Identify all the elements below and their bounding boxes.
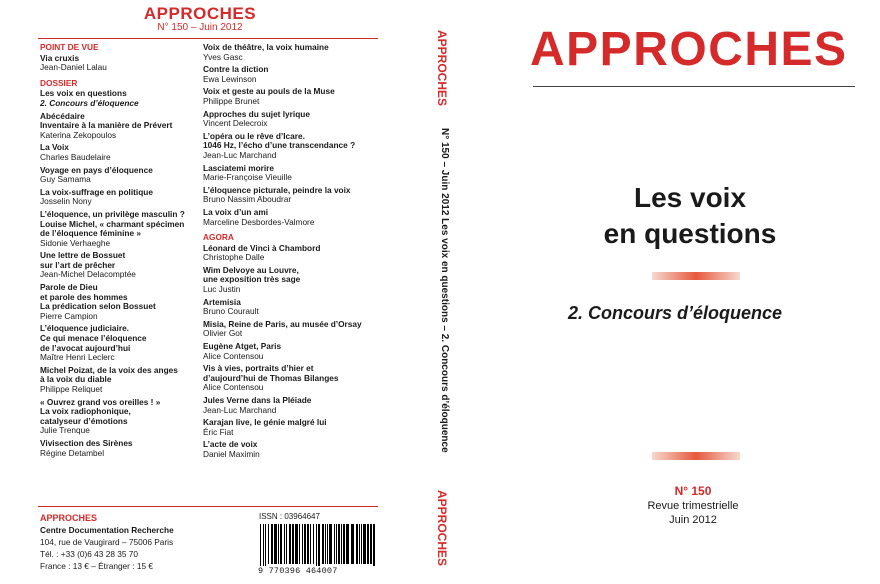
entry-title: Artemisia <box>203 296 241 307</box>
barcode-bar <box>351 524 354 564</box>
contents-entry <box>203 244 378 263</box>
barcode-bar <box>367 524 369 564</box>
barcode-bar <box>318 524 320 570</box>
barcode-bar <box>329 524 332 564</box>
entry-author: Éric Fiat <box>203 426 234 437</box>
barcode-bar <box>356 524 358 564</box>
entry-author: Alice Contensou <box>203 350 264 361</box>
contents-entry <box>203 186 378 205</box>
barcode-bar <box>280 524 282 564</box>
entry-title: L’éloquence picturale, peindre la voix <box>203 184 351 195</box>
entry-author: Marie-Françoise Vieuille <box>203 172 292 183</box>
barcode-bar <box>307 524 309 564</box>
barcode-bar <box>274 524 277 564</box>
section-heading: POINT DE VUE <box>40 42 99 52</box>
barcode-bar <box>304 524 306 564</box>
entry-author: 2. Concours d’éloquence <box>40 97 139 108</box>
entry-author: Philippe Reliquet <box>40 384 103 394</box>
entry-author: Alice Contensou <box>203 382 264 393</box>
contents-entry <box>203 164 378 183</box>
entry-author: Ewa Lewinson <box>203 73 257 84</box>
entry-title: Léonard de Vinci à Chambord <box>203 242 321 253</box>
entry-author: Maître Henri Leclerc <box>40 352 115 363</box>
contents-entry <box>203 364 378 393</box>
barcode-bar <box>338 524 340 564</box>
contents-entry <box>40 398 200 436</box>
entry-author: Sidonie Verhaeghe <box>40 237 111 248</box>
entry-title: Jules Verne dans la Pléiade <box>203 395 312 405</box>
barcode-bar <box>373 524 375 570</box>
entry-author: Guy Samama <box>40 174 91 185</box>
barcode-bar <box>268 524 269 564</box>
barcode-bar <box>327 524 328 564</box>
front-title-rule <box>533 86 855 87</box>
barcode-bar <box>341 524 342 564</box>
barcode <box>258 524 376 570</box>
contents-entry <box>40 54 200 73</box>
entry-author: Bruno Courault <box>203 306 259 317</box>
contents-entry <box>40 439 200 458</box>
spine-title-top: APPROCHES <box>435 30 449 107</box>
entry-title: L’éloquence, un privilège masculin ? Louise Michel, « charmant spécimen de l’éloquence féminine » <box>40 208 185 239</box>
spine-title-bottom: APPROCHES <box>435 490 449 567</box>
section-heading: DOSSIER <box>40 77 78 88</box>
entry-author: Christophe Dalle <box>203 252 265 263</box>
barcode-bar <box>325 524 326 564</box>
spine-issue-line: N° 150 – Juin 2012 Les voix en questions – 2. Concours d’éloquence <box>439 128 450 453</box>
contents-entry <box>203 87 378 106</box>
publisher-center: Centre Documentation Recherche <box>40 525 174 535</box>
entry-title: Les voix en questions <box>40 88 127 99</box>
entry-title: La voix-suffrage en politique <box>40 186 153 197</box>
contents-column-1 <box>40 43 200 461</box>
contents-entry <box>40 283 200 321</box>
barcode-bar <box>313 524 314 564</box>
entry-title: Vis à vies, portraits d’hier et d’aujourd’hui de Thomas Bilanges <box>203 363 339 383</box>
section-heading: AGORA <box>203 232 234 243</box>
front-title: APPROCHES <box>530 23 848 76</box>
contents-entry <box>40 251 200 280</box>
contents-entry <box>203 418 378 437</box>
periodicity-block <box>630 499 756 527</box>
entry-title: Lasciatemi morire <box>203 162 275 173</box>
barcode-bar <box>343 524 345 564</box>
entry-author: Jean-Luc Marchand <box>203 149 277 160</box>
contents-entry <box>40 366 200 395</box>
contents-entry <box>40 112 200 141</box>
barcode-bar <box>263 524 264 570</box>
entry-author: Marceline Desbordes-Valmore <box>203 216 315 227</box>
entry-title: Via cruxis <box>40 52 80 63</box>
barcode-bar <box>359 524 360 564</box>
barcode-bar <box>295 524 298 564</box>
barcode-bar <box>286 524 287 564</box>
barcode-bar <box>346 524 349 564</box>
entry-author: Jean-Daniel Lalau <box>40 62 107 73</box>
barcode-bar <box>316 524 317 570</box>
main-title-line-2: en questions <box>603 218 777 249</box>
barcode-bar <box>299 524 300 564</box>
contents-entry <box>40 143 200 162</box>
entry-author: Olivier Got <box>203 328 243 339</box>
issue-date: Juin 2012 <box>669 514 717 526</box>
contents-entry <box>203 396 378 415</box>
main-title-line-1: Les voix <box>633 182 747 213</box>
entry-author: Luc Justin <box>203 284 241 295</box>
entry-title: Approches du sujet lyrique <box>203 108 310 119</box>
entry-title: L’acte de voix <box>203 439 258 450</box>
decorative-bar-bottom <box>652 452 740 460</box>
entry-title: L’éloquence judiciaire. Ce qui menace l’éloquence de l’avocat aujourd’hui <box>40 323 147 353</box>
entry-title: Wim Delvoye au Louvre, une exposition très sage <box>203 264 301 285</box>
barcode-bar <box>302 524 303 564</box>
barcode-bar <box>334 524 335 564</box>
entry-title: Voix et geste au pouls de la Muse <box>203 86 335 97</box>
contents-entry <box>203 132 378 161</box>
barcode-bar <box>289 524 291 564</box>
entry-title: Une lettre de Bossuet sur l’art de prêcher <box>40 250 126 270</box>
entry-title: Vivisection des Sirènes <box>40 437 133 448</box>
contents-entry <box>40 210 200 248</box>
contents-entry <box>203 266 378 295</box>
barcode-number: 9 770396 464007 <box>258 566 376 576</box>
entry-title: Voyage en pays d’éloquence <box>40 164 153 175</box>
publisher-street: 104, rue de Vaugirard – 75006 Paris <box>40 537 174 547</box>
back-title: APPROCHES <box>143 4 257 23</box>
contents-entry <box>40 188 200 207</box>
back-issue: N° 150 – Juin 2012 <box>157 22 243 33</box>
barcode-bar <box>284 524 285 564</box>
entry-title: Misia, Reine de Paris, au musée d’Orsay <box>203 318 362 329</box>
barcode-bar <box>310 524 311 564</box>
price: France : 13 € – Étranger : 15 € <box>40 561 153 571</box>
contents-entry <box>203 440 378 459</box>
contents-entry <box>203 320 378 339</box>
entry-title: Parole de Dieu et parole des hommes La prédication selon Bossuet <box>40 282 156 312</box>
entry-author: Julie Trenque <box>40 425 90 436</box>
entry-author: Yves Gasc <box>203 51 243 62</box>
barcode-bar <box>336 524 337 564</box>
decorative-bar-top <box>652 272 740 280</box>
barcode-bar <box>271 524 273 564</box>
front-main-title <box>560 180 820 252</box>
contents-entry <box>203 43 378 62</box>
periodicity: Revue trimestrielle <box>647 500 739 512</box>
barcode-bar <box>260 524 261 570</box>
entry-title: Karajan live, le génie malgré lui <box>203 417 327 428</box>
barcode-bar <box>363 524 366 564</box>
entry-author: Régine Detambel <box>40 447 105 458</box>
entry-author: Vincent Delecroix <box>203 118 268 129</box>
entry-title: Michel Poizat, de la voix des anges à la voix du diable <box>40 364 178 385</box>
entry-title: Voix de théâtre, la voix humaine <box>203 42 329 52</box>
barcode-bar <box>322 524 324 564</box>
bottom-divider <box>38 506 378 507</box>
barcode-bar <box>278 524 279 564</box>
entry-title: Abécédaire Inventaire à la manière de Prévert <box>40 110 173 131</box>
entry-author: Katerina Zekopoulos <box>40 129 117 140</box>
publisher-phone: Tél. : +33 (0)6 43 28 35 70 <box>40 549 139 559</box>
entry-author: Jean-Luc Marchand <box>203 404 277 415</box>
issn: ISSN : 03964647 <box>259 512 320 521</box>
entry-author: Bruno Nassim Aboudrar <box>203 194 292 205</box>
barcode-bar <box>265 524 266 570</box>
barcode-bar <box>292 524 294 564</box>
entry-author: Philippe Brunet <box>203 95 260 106</box>
entry-author: Daniel Maximin <box>203 448 260 459</box>
entry-title: Eugène Atget, Paris <box>203 341 282 352</box>
entry-title: L’opéra ou le rêve d’Icare. 1046 Hz, l’écho d’une transcendance ? <box>203 130 356 151</box>
contents-entry <box>203 342 378 361</box>
entry-author: Charles Baudelaire <box>40 151 111 162</box>
entry-title: Contre la diction <box>203 64 269 75</box>
entry-title: La Voix <box>40 142 69 153</box>
barcode-bar <box>370 524 372 564</box>
front-subtitle: 2. Concours d’éloquence <box>568 303 783 323</box>
contents-column-2 <box>203 43 378 463</box>
publisher-name: APPROCHES <box>40 513 98 523</box>
entry-author: Jean-Michel Delacomptée <box>40 269 136 280</box>
contents-entry <box>203 298 378 317</box>
top-divider <box>38 38 378 39</box>
contents-entry <box>40 324 200 362</box>
entry-author: Pierre Campion <box>40 310 98 321</box>
contents-entry <box>40 89 200 108</box>
publisher-address <box>40 512 250 572</box>
entry-author: Josselin Nony <box>40 196 92 207</box>
entry-title: « Ouvrez grand vos oreilles ! » La voix radiophonique, catalyseur d’émotions <box>40 396 161 426</box>
barcode-bar <box>361 524 362 564</box>
contents-entry <box>203 208 378 227</box>
issue-number: N° 150 <box>674 484 712 498</box>
contents-entry <box>203 65 378 84</box>
entry-title: La voix d’un ami <box>203 206 269 217</box>
contents-entry <box>203 110 378 129</box>
contents-entry <box>40 166 200 185</box>
